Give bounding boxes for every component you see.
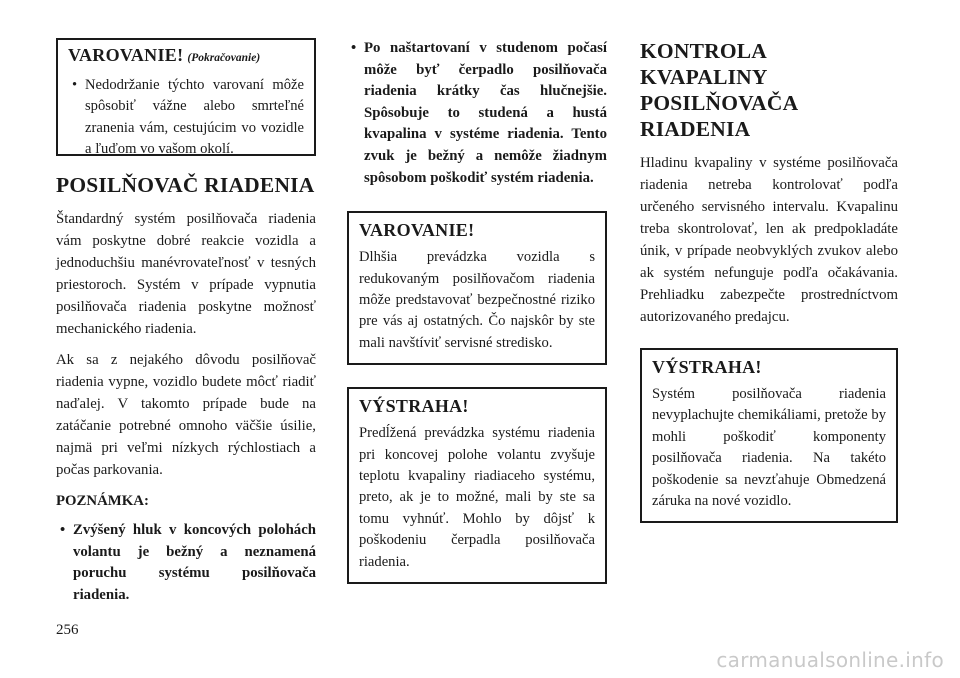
caution-box: [640, 348, 898, 523]
warning-list: [68, 75, 304, 161]
warning-box: [347, 211, 607, 365]
note-bullet-text: Zvýšený hluk v koncových polohách volantu je bežný a neznamená poruchu systému posilňovača riadenia.: [73, 522, 316, 603]
section-heading: POSILŇOVAČ RIADENIA: [56, 173, 315, 197]
column-right: [640, 38, 898, 523]
list-item: • Nedodržanie týchto varovaní môže spôsobiť vážne alebo smrteľné zranenia vám, cestujúcim vo vozidle a ľuďom vo vašom okolí.: [72, 77, 304, 158]
section-heading: KONTROLA KVAPALINY POSILŇOVAČA RIADENIA: [640, 39, 798, 141]
warning-title: VAROVANIE!: [359, 220, 475, 241]
note-list: [56, 520, 316, 606]
continued-label: (Pokračovanie): [187, 52, 261, 64]
caution-title: VÝSTRAHA!: [359, 396, 469, 417]
note-label: POZNÁMKA:: [56, 493, 149, 509]
note-bullet-text: Po naštartovaní v studenom počasí môže byť čerpadlo posilňovača riadenia krátky čas hlučnejšie. Spôsobuje to studená a hustá kvapalina v systéme riadenia. Tento zvuk je bežný a nemôže žiadnym spôsobom poškodiť systém riadenia.: [364, 40, 607, 186]
warning-title: [68, 44, 304, 69]
note-list-continued: [347, 38, 607, 189]
column-middle: [347, 38, 607, 584]
list-item: • Zvýšený hluk v koncových polohách volantu je bežný a neznamená poruchu systému posilňovača riadenia.: [60, 522, 316, 603]
column-left: [56, 38, 316, 606]
watermark-text: carmanualsonline.info: [716, 648, 944, 672]
caution-text: Predĺžená prevádzka systému riadenia pri koncovej polohe volantu zvyšuje teplotu kvapaliny riadiaceho systému, preto, ak je to možné, mali by ste sa tomu vyhnúť. Mohlo by dôjsť k poškodeniu čerpadla posilňovača riadenia.: [359, 425, 595, 570]
page-number: 256: [56, 622, 79, 638]
caution-title: VÝSTRAHA!: [652, 357, 762, 377]
warning-box-continued: [56, 38, 316, 156]
warning-bullet-text: Nedodržanie týchto varovaní môže spôsobiť vážne alebo smrteľné zranenia vám, cestujúcim vo vozidle a ľuďom vo vašom okolí.: [85, 77, 304, 158]
caution-box: [347, 387, 607, 584]
warning-title-text: VAROVANIE!: [68, 45, 184, 65]
list-item: • Po naštartovaní v studenom počasí môže byť čerpadlo posilňovača riadenia krátky čas hlučnejšie. Spôsobuje to studená a hustá kvapalina v systéme riadenia. Tento zvuk je bežný a nemôže žiadnym spôsobom poškodiť systém riadenia.: [351, 40, 607, 186]
warning-text: Dlhšia prevádzka vozidla s redukovaným posilňovačom riadenia môže predstavovať bezpečnostné riziko pre vás aj ostatných. Čo najskôr by ste mali navštíviť servisné stredisko.: [359, 249, 595, 351]
paragraph: Štandardný systém posilňovača riadenia vám poskytne dobré reakcie vozidla a jednoduchšiu manévrovateľnosť v tesných priestoroch. Systém v prípade vypnutia posilňovača riadenia poskytne možnosť mechanického riadenia.: [56, 211, 316, 337]
caution-text: Systém posilňovača riadenia nevyplachujte chemikáliami, pretože by mohli poškodiť komponenty posilňovača riadenia. Na takéto poškodenie sa nevzťahuje Obmedzená záruka na nové vozidlo.: [652, 386, 886, 510]
paragraph: Hladinu kvapaliny v systéme posilňovača riadenia netreba kontrolovať podľa určeného servisného intervalu. Kvapalinu treba skontrolovať, len ak predpokladáte únik, v prípade neobvyklých zvukov alebo ak systém nefunguje podľa očakávania. Prehliadku zabezpečte prostredníctvom autorizovaného predajcu.: [640, 155, 898, 325]
paragraph: Ak sa z nejakého dôvodu posilňovač riadenia vypne, vozidlo budete môcť riadiť naďalej. V takomto prípade bude na zatáčanie potrebné omnoho väčšie úsilie, najmä pri veľmi nízkych rýchlostiach a počas parkovania.: [56, 352, 316, 478]
